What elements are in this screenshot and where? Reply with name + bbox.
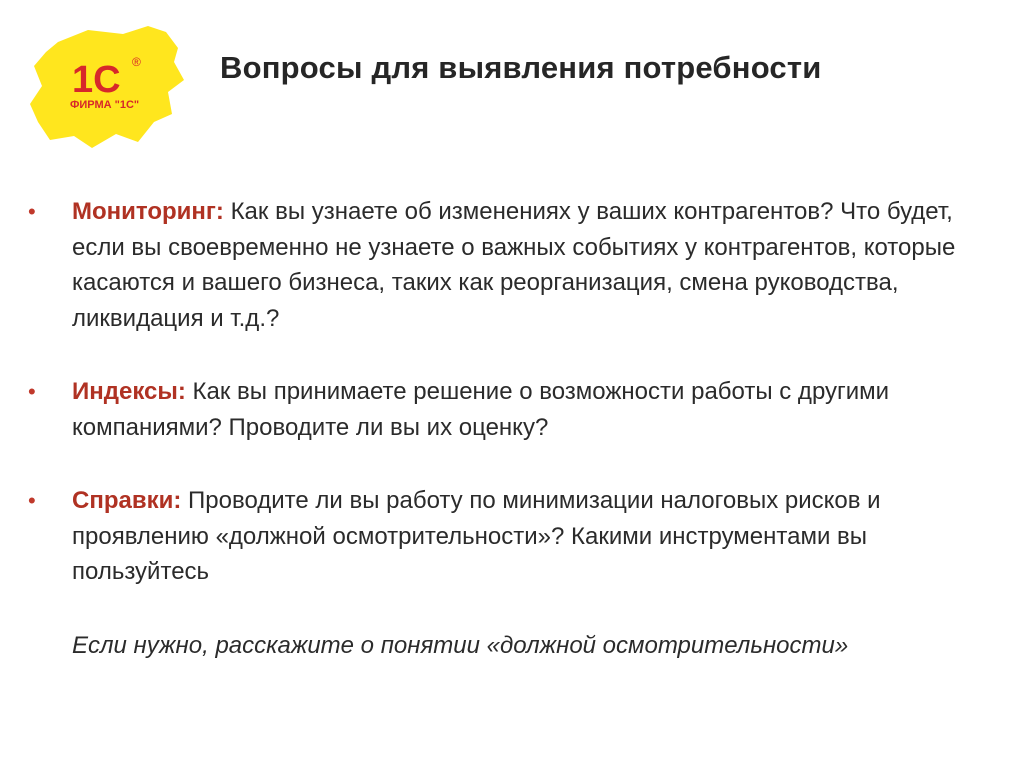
company-logo (28, 22, 188, 152)
logo-mark: 1С (72, 59, 121, 101)
bullet-icon: • (28, 199, 36, 224)
logo-caption: ФИРМА "1С" (70, 99, 140, 111)
question-term: Справки: (72, 487, 189, 514)
question-text: Проводите ли вы работу по минимизации налоговых рисков и проявлению «должной осмотрительности»? Какими инструментами вы пользуйтесь (72, 487, 881, 585)
question-text: Как вы принимаете решение о возможности работы с другими компаниями? Проводите ли вы их оценку? (72, 378, 890, 441)
question-term: Индексы: (72, 378, 193, 405)
question-item-references (28, 483, 958, 590)
bullet-icon: • (28, 488, 36, 513)
question-item-indexes (28, 374, 958, 445)
question-term: Мониторинг: (72, 198, 231, 225)
questions-list (28, 194, 958, 663)
question-text: Как вы узнаете об изменениях у ваших контрагентов? Что будет, если вы своевременно не узнаете о важных событиях у контрагентов, которые касаются и вашего бизнеса, таких как реорганизация, смена руководства, ликвидация и т.д.? (72, 198, 956, 332)
italic-note: Если нужно, расскажите о понятии «должной осмотрительности» (72, 631, 849, 659)
page-title: Вопросы для выявления потребности (220, 50, 822, 85)
logo-graphic (28, 22, 188, 152)
question-item-monitoring (28, 194, 958, 336)
logo-registered: ® (132, 55, 141, 69)
bullet-icon: • (28, 379, 36, 404)
